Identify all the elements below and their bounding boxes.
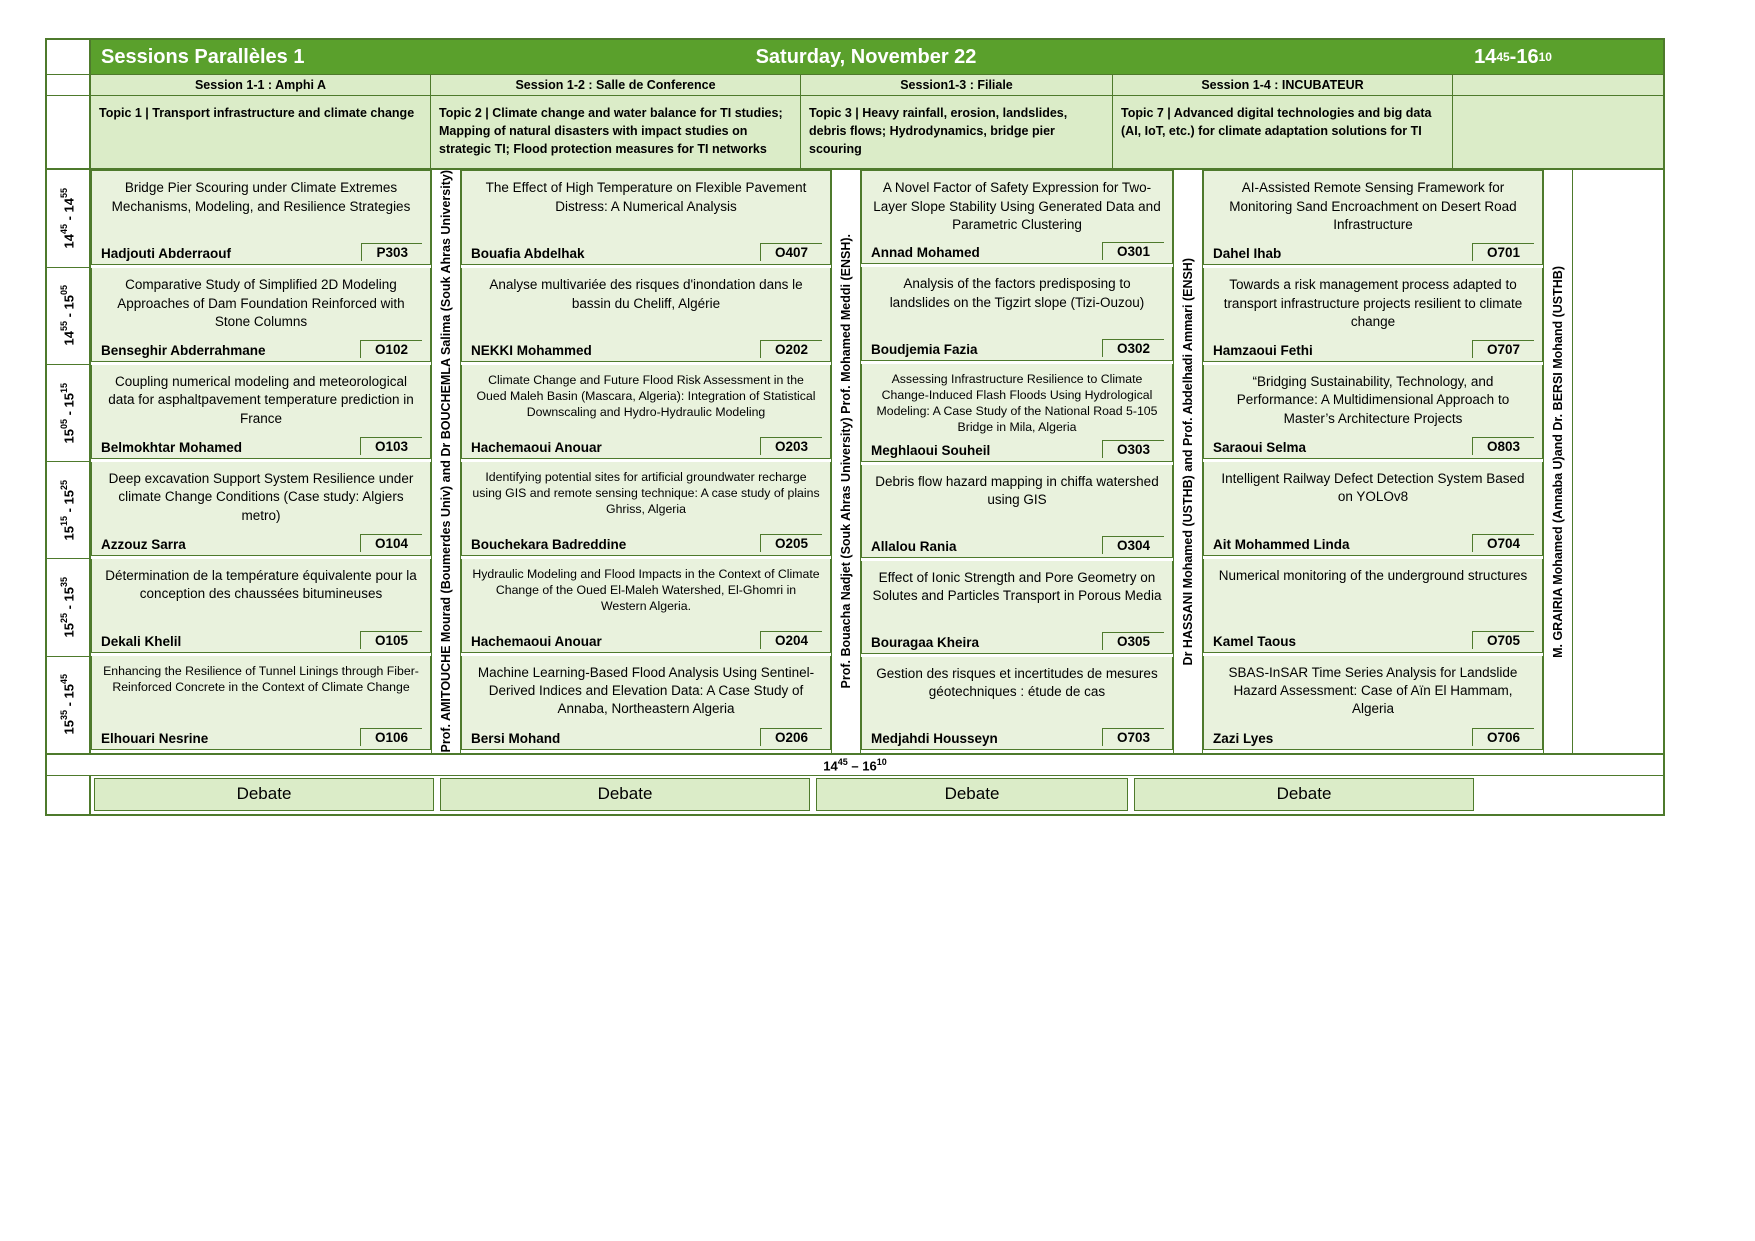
talk-title: Analysis of the factors predisposing to landslides on the Tigzirt slope (Tizi-Ouzou) bbox=[889, 276, 1145, 310]
talk-author: Medjahdi Housseyn bbox=[871, 730, 998, 746]
talk-title: AI-Assisted Remote Sensing Framework for Monitoring Sand Encroachment on Desert Road Infrastructure bbox=[1229, 180, 1517, 232]
time-slot-2-end: - 15 bbox=[61, 295, 77, 322]
time-slot-6-end-min: 45 bbox=[59, 674, 70, 685]
debate-cell-3: Debate bbox=[816, 778, 1128, 811]
header-corner-spacer bbox=[47, 40, 91, 74]
time-slot-4 bbox=[47, 462, 89, 559]
talk-author: Benseghir Abderrahmane bbox=[101, 343, 266, 359]
talk-title: SBAS-InSAR Time Series Analysis for Landslide Hazard Assessment: Case of Aïn El Hammam, Algeria bbox=[1228, 664, 1518, 717]
header-time-dash: -16 bbox=[1509, 45, 1539, 68]
talk-author: Allalou Rania bbox=[871, 538, 957, 554]
talk-author: Boudjemia Fazia bbox=[871, 341, 978, 357]
talk-title: Effect of Ionic Strength and Pore Geometry on Solutes and Particles Transport in Porous Media bbox=[872, 569, 1162, 603]
time-slot-2-end-min: 05 bbox=[59, 285, 70, 296]
talk-author: Belmokhtar Mohamed bbox=[101, 440, 243, 456]
talk-footer bbox=[470, 243, 822, 261]
time-slot-5-start-min: 25 bbox=[59, 613, 70, 624]
talk-footer bbox=[1212, 534, 1534, 552]
session-column-4 bbox=[1203, 170, 1543, 752]
session-topic-3: Topic 3 | Heavy rainfall, erosion, landslides, debris flows; Hydrodynamics, bridge pier scouring bbox=[801, 96, 1113, 168]
talk-footer bbox=[870, 440, 1164, 458]
time-slot-5-start: 15 bbox=[61, 623, 77, 638]
talk-card bbox=[91, 462, 431, 556]
talk-author: Elhouari Nesrine bbox=[101, 730, 209, 746]
talk-footer bbox=[1212, 243, 1534, 261]
time-slot-1-end: - 14 bbox=[61, 198, 77, 225]
chair-names-2: Prof. Bouacha Nadjet (Souk Ahras University) Prof. Mohamed Meddi (ENSH). bbox=[838, 234, 853, 689]
talk-author: Zazi Lyes bbox=[1213, 730, 1274, 746]
header-time-start-minutes: 45 bbox=[1496, 50, 1510, 64]
talk-card bbox=[861, 267, 1173, 360]
talk-card bbox=[1203, 462, 1543, 556]
time-slot-2 bbox=[47, 268, 89, 365]
talk-footer bbox=[1212, 340, 1534, 358]
header-time-end-minutes: 10 bbox=[1538, 50, 1552, 64]
talk-footer bbox=[470, 340, 822, 358]
talk-author: Bersi Mohand bbox=[471, 730, 561, 746]
session-label-row bbox=[47, 74, 1663, 95]
talk-author: Hadjouti Abderraouf bbox=[101, 246, 231, 262]
talk-title: Enhancing the Resilience of Tunnel Linings through Fiber-Reinforced Concrete in the Context of Climate Change bbox=[103, 663, 419, 694]
time-slot-2-start: 14 bbox=[61, 331, 77, 346]
footer-time-dash: – 16 bbox=[847, 758, 877, 774]
chair-column-4 bbox=[1543, 170, 1573, 752]
session-topic-1: Topic 1 | Transport infrastructure and climate change bbox=[91, 96, 431, 168]
talk-code: O701 bbox=[1472, 243, 1534, 261]
talk-code: O104 bbox=[360, 534, 422, 552]
talk-code: O301 bbox=[1102, 242, 1164, 260]
session-column-3 bbox=[861, 170, 1173, 752]
debate-cell-4: Debate bbox=[1134, 778, 1474, 811]
talk-title: “Bridging Sustainability, Technology, and Performance: A Multidimensional Approach to Master’s Architecture Projects bbox=[1236, 374, 1510, 426]
talk-title: Deep excavation Support System Resilience under climate Change Conditions (Case study: Algiers metro) bbox=[108, 471, 414, 523]
talk-author: Dahel Ihab bbox=[1213, 246, 1282, 262]
talk-card bbox=[861, 364, 1173, 462]
talk-title: Debris flow hazard mapping in chiffa watershed using GIS bbox=[875, 473, 1159, 507]
time-slot-6-start: 15 bbox=[61, 720, 77, 735]
talk-title: Intelligent Railway Defect Detection System Based on YOLOv8 bbox=[1221, 471, 1525, 505]
session-label-2: Session 1-2 : Salle de Conference bbox=[431, 75, 801, 95]
talk-author: Annad Mohamed bbox=[871, 245, 980, 261]
session-topic-2: Topic 2 | Climate change and water balance for TI studies; Mapping of natural disasters with impact studies on strategic TI; Flood protection measures for TI networks bbox=[431, 96, 801, 168]
debate-cell-2: Debate bbox=[440, 778, 810, 811]
time-slot-6-start-min: 35 bbox=[59, 710, 70, 721]
time-slot-1-start: 14 bbox=[61, 234, 77, 249]
talk-footer bbox=[100, 437, 422, 455]
talk-card bbox=[861, 465, 1173, 558]
talk-title: Bridge Pier Scouring under Climate Extremes Mechanisms, Modeling, and Resilience Strategies bbox=[111, 180, 411, 214]
chair-column-2 bbox=[831, 170, 861, 752]
header-date-title: Saturday, November 22 bbox=[755, 45, 977, 68]
talk-card bbox=[1203, 268, 1543, 362]
time-slot-1-start-min: 45 bbox=[59, 224, 70, 235]
talk-footer bbox=[470, 534, 822, 552]
chair-column-3 bbox=[1173, 170, 1203, 752]
session-column-2 bbox=[461, 170, 831, 752]
time-slot-1-end-min: 55 bbox=[59, 188, 70, 199]
talk-title: Machine Learning-Based Flood Analysis Using Sentinel-Derived Indices and Elevation Data: A Case Study of Annaba, Northeastern Algeria bbox=[477, 664, 815, 717]
time-slot-2-start-min: 55 bbox=[59, 321, 70, 332]
talk-card bbox=[1203, 170, 1543, 265]
talk-footer bbox=[100, 340, 422, 358]
talk-code: O703 bbox=[1102, 728, 1164, 746]
talk-title: Comparative Study of Simplified 2D Modeling Approaches of Dam Foundation Reinforced with Stone Columns bbox=[117, 277, 405, 329]
talk-code: O106 bbox=[360, 728, 422, 746]
talk-code: O302 bbox=[1102, 339, 1164, 357]
debate-row bbox=[47, 775, 1663, 814]
talk-author: Bouchekara Badreddine bbox=[471, 537, 627, 553]
talk-footer bbox=[870, 536, 1164, 554]
talk-author: Hachemaoui Anouar bbox=[471, 633, 602, 649]
talk-title: Numerical monitoring of the underground structures bbox=[1218, 568, 1528, 584]
talk-author: Hamzaoui Fethi bbox=[1213, 343, 1313, 359]
talk-title: Détermination de la température équivalente pour la conception des chaussées bitumineuses bbox=[105, 568, 417, 602]
time-slot-3-start-min: 05 bbox=[59, 418, 70, 429]
talk-card bbox=[461, 559, 831, 653]
talk-footer bbox=[100, 534, 422, 552]
talk-title: Assessing Infrastructure Resilience to Climate Change-Induced Flash Floods Using Hydrological Modeling: A Case Study of the National Road 5-105 Bridge in Mila, Algeria bbox=[876, 371, 1158, 434]
debate-cell-1: Debate bbox=[94, 778, 434, 811]
talk-author: Meghlaoui Souheil bbox=[871, 442, 991, 458]
session-topic-row bbox=[47, 95, 1663, 170]
talk-code: O202 bbox=[760, 340, 822, 358]
talk-title: The Effect of High Temperature on Flexible Pavement Distress: A Numerical Analysis bbox=[485, 180, 807, 214]
talk-footer bbox=[1212, 728, 1534, 746]
footer-time-start-min: 45 bbox=[837, 756, 848, 767]
time-slot-6 bbox=[47, 657, 89, 753]
header-time-start: 14 bbox=[1474, 45, 1497, 68]
talk-code: O803 bbox=[1472, 437, 1534, 455]
talk-footer bbox=[870, 339, 1164, 357]
talk-author: Dekali Khelil bbox=[101, 633, 182, 649]
talk-code: O304 bbox=[1102, 536, 1164, 554]
session-row-spacer bbox=[47, 75, 91, 95]
time-slot-3-end-min: 15 bbox=[59, 382, 70, 393]
talk-author: Bouragaa Kheira bbox=[871, 634, 980, 650]
talk-footer bbox=[870, 242, 1164, 260]
footer-time-start: 14 bbox=[823, 758, 838, 774]
talk-code: O305 bbox=[1102, 632, 1164, 650]
talk-code: O103 bbox=[360, 437, 422, 455]
talk-author: NEKKI Mohammed bbox=[471, 343, 592, 359]
talk-title: Coupling numerical modeling and meteorological data for asphaltpavement temperature prediction in France bbox=[108, 374, 414, 426]
session-label-4: Session 1-4 : INCUBATEUR bbox=[1113, 75, 1453, 95]
talk-code: O203 bbox=[760, 437, 822, 455]
debate-row-spacer bbox=[47, 776, 91, 814]
talk-footer bbox=[100, 728, 422, 746]
talk-footer bbox=[470, 437, 822, 455]
talk-author: Hachemaoui Anouar bbox=[471, 440, 602, 456]
time-slot-1 bbox=[47, 170, 89, 267]
time-slot-5 bbox=[47, 559, 89, 656]
time-slot-3-start: 15 bbox=[61, 428, 77, 444]
talk-card bbox=[1203, 365, 1543, 459]
schedule-header bbox=[47, 40, 1663, 74]
talk-code: O704 bbox=[1472, 534, 1534, 552]
talk-author: Kamel Taous bbox=[1213, 633, 1297, 649]
time-slot-6-end: - 15 bbox=[61, 684, 77, 711]
time-slot-4-start: 15 bbox=[61, 526, 77, 541]
talk-footer bbox=[1212, 631, 1534, 649]
talk-author: Azzouz Sarra bbox=[101, 537, 186, 553]
talk-card bbox=[1203, 559, 1543, 653]
talk-title: Identifying potential sites for artificial groundwater recharge using GIS and remote sensing technique: A case study of plains Ghriss, Algeria bbox=[472, 470, 820, 517]
header-time-range bbox=[1363, 40, 1663, 74]
footer-time-end-min: 10 bbox=[876, 756, 887, 767]
talk-card bbox=[91, 170, 431, 265]
time-slot-3 bbox=[47, 365, 89, 462]
talk-author: Bouafia Abdelhak bbox=[471, 246, 585, 262]
schedule-table bbox=[45, 38, 1665, 816]
chair-column-1 bbox=[431, 170, 461, 752]
talk-title: Climate Change and Future Flood Risk Assessment in the Oued Maleh Basin (Mascara, Algeria): Integration of Statistical Downscaling and Hydro-Hydraulic Modeling bbox=[476, 373, 816, 420]
footer-time-range bbox=[47, 753, 1663, 775]
talk-footer bbox=[470, 631, 822, 649]
session-topic-4: Topic 7 | Advanced digital technologies and big data (AI, IoT, etc.) for climate adaptation solutions for TI bbox=[1113, 96, 1453, 168]
talk-footer bbox=[870, 632, 1164, 650]
talk-title: A Novel Factor of Safety Expression for Two-Layer Slope Stability Using Generated Data and Parametric Clustering bbox=[873, 180, 1161, 232]
talk-code: O303 bbox=[1102, 440, 1164, 458]
talk-code: O705 bbox=[1472, 631, 1534, 649]
talk-footer bbox=[1212, 437, 1534, 455]
talk-card bbox=[91, 365, 431, 459]
talk-footer bbox=[470, 728, 822, 746]
time-slot-4-start-min: 15 bbox=[59, 516, 70, 527]
talk-card bbox=[461, 268, 831, 362]
talk-card bbox=[861, 657, 1173, 750]
chair-names-3: Dr HASSANI Mohamed (USTHB) and Prof. Abdelhadi Ammari (ENSH) bbox=[1180, 257, 1195, 666]
talk-card bbox=[461, 656, 831, 750]
time-slot-4-end: - 15 bbox=[61, 490, 77, 517]
topic-row-spacer bbox=[47, 96, 91, 168]
talk-title: Analyse multivariée des risques d'inondation dans le bassin du Cheliff, Algérie bbox=[489, 277, 803, 311]
talk-card bbox=[461, 170, 831, 265]
time-slot-4-end-min: 25 bbox=[59, 479, 70, 490]
talk-footer bbox=[100, 243, 422, 261]
talk-code: O204 bbox=[760, 631, 822, 649]
talk-card bbox=[91, 559, 431, 653]
chair-names-1: Prof. AMITOUCHE Mourad (Boumerdes Univ) and Dr BOUCHEMLA Salima (Souk Ahras University) bbox=[438, 170, 453, 753]
talk-code: P303 bbox=[361, 243, 422, 261]
talk-code: O105 bbox=[360, 631, 422, 649]
talk-code: O407 bbox=[760, 243, 822, 261]
talk-code: O206 bbox=[760, 728, 822, 746]
talk-card bbox=[1203, 656, 1543, 750]
talk-code: O102 bbox=[360, 340, 422, 358]
talk-code: O205 bbox=[760, 534, 822, 552]
talk-card bbox=[91, 656, 431, 750]
talk-card bbox=[861, 561, 1173, 654]
talk-title: Hydraulic Modeling and Flood Impacts in the Context of Climate Change of the Oued El-Maleh Watershed, El-Ghomri in Western Algeria. bbox=[472, 567, 820, 614]
talk-author: Ait Mohammed Linda bbox=[1213, 537, 1350, 553]
time-slot-5-end: - 15 bbox=[61, 587, 77, 614]
session-column-1 bbox=[91, 170, 431, 752]
talk-title: Towards a risk management process adapted to transport infrastructure projects resilient to climate change bbox=[1223, 277, 1523, 329]
talk-footer bbox=[100, 631, 422, 649]
schedule-body bbox=[47, 170, 1663, 752]
talk-code: O707 bbox=[1472, 340, 1534, 358]
header-left-title: Sessions Parallèles 1 bbox=[101, 45, 305, 68]
talk-title: Gestion des risques et incertitudes de mesures géotechniques : étude de cas bbox=[876, 665, 1158, 699]
talk-card bbox=[461, 365, 831, 459]
talk-author: Saraoui Selma bbox=[1213, 440, 1307, 456]
session-label-3: Session1-3 : Filiale bbox=[801, 75, 1113, 95]
chair-names-4: M. GRAIRIA Mohamed (Annaba U)and Dr. BERSI Mohand (USTHB) bbox=[1550, 265, 1565, 658]
time-slot-3-end: - 15 bbox=[61, 392, 77, 419]
time-column bbox=[47, 170, 91, 752]
talk-footer bbox=[870, 728, 1164, 746]
time-slot-5-end-min: 35 bbox=[59, 577, 70, 588]
talk-card bbox=[91, 268, 431, 362]
talk-card bbox=[861, 170, 1173, 264]
session-label-1: Session 1-1 : Amphi A bbox=[91, 75, 431, 95]
talk-card bbox=[461, 462, 831, 556]
talk-code: O706 bbox=[1472, 728, 1534, 746]
